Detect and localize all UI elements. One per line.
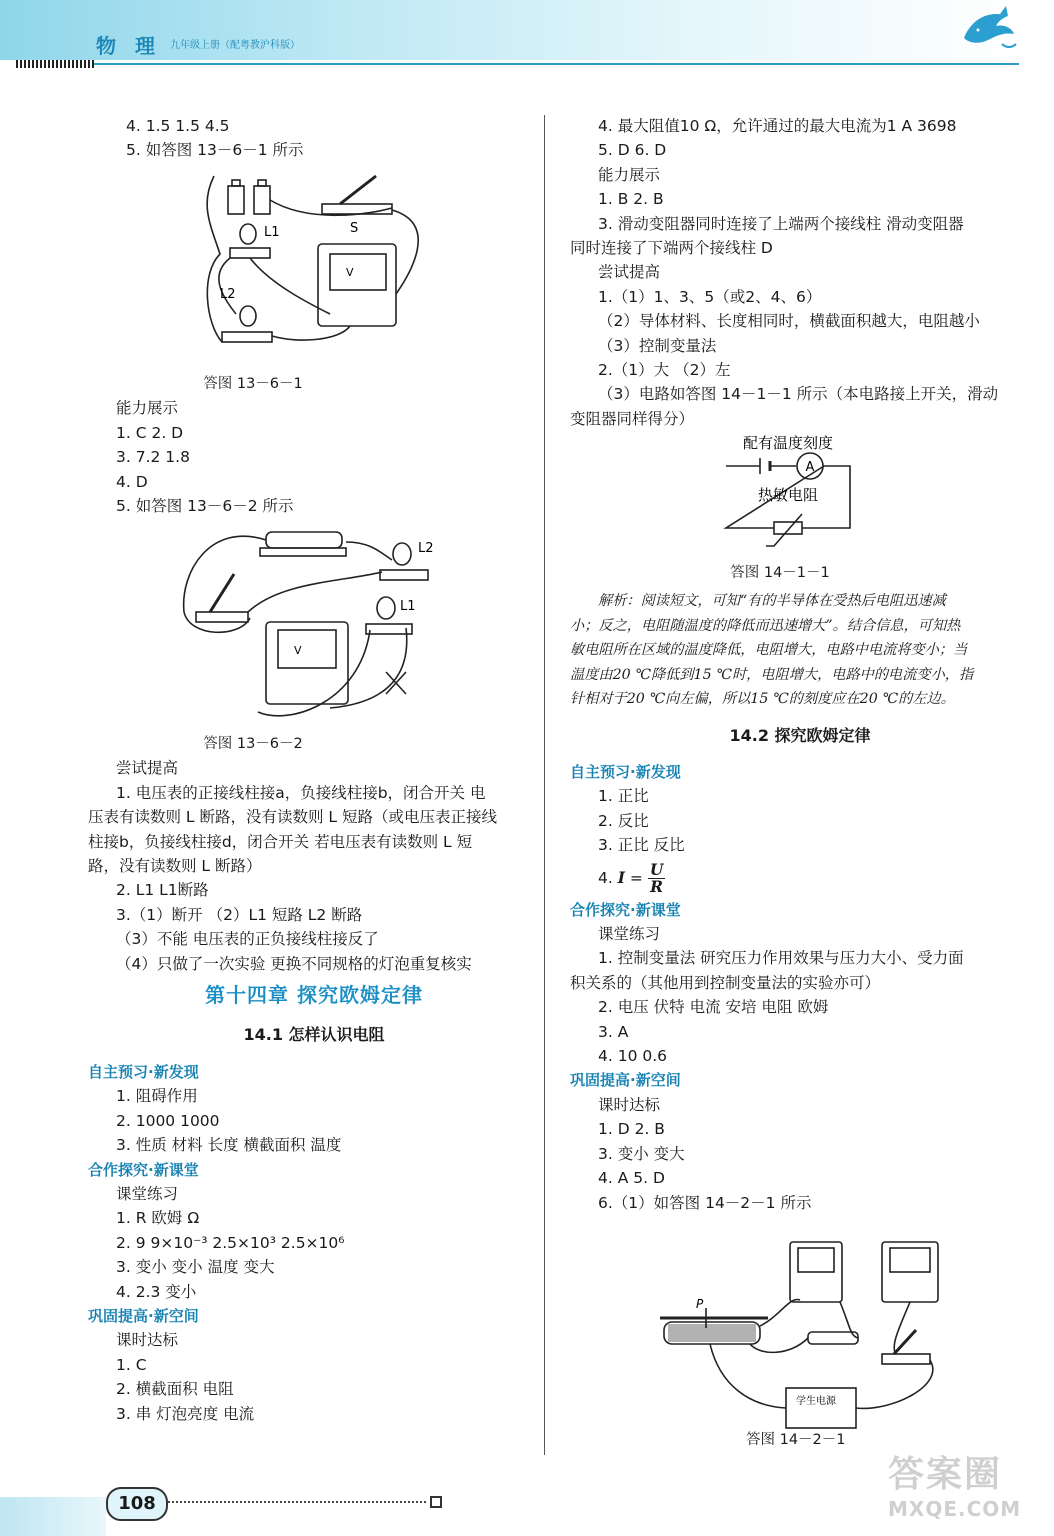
text-line: 2. 横截面积 电阻 xyxy=(116,1380,234,1399)
figure-13-6-2 xyxy=(170,512,440,726)
watermark-top: 答案圈 xyxy=(888,1454,1003,1495)
text-line: 1. 电压表的正接线柱接a，负接线柱接b，闭合开关 电 xyxy=(116,783,486,802)
formula-fraction xyxy=(648,859,666,896)
text-line: 2. 1000 1000 xyxy=(116,1111,220,1130)
text-line: 1. 正比 xyxy=(598,787,649,806)
text-line: 3. 性质 材料 长度 横截面积 温度 xyxy=(116,1136,342,1155)
fig2-V: V xyxy=(294,644,302,657)
text-line: 3. 正比 反比 xyxy=(598,836,685,855)
analysis-line: 温度由20 ℃降低到15 ℃时，电阻增大，电路中的电流变小，指 xyxy=(570,666,974,683)
text-line: 1. D 2. B xyxy=(598,1120,665,1139)
analysis-line: 敏电阻所在区域的温度降低，电阻增大，电路中电流将变小；当 xyxy=(570,642,968,659)
text-line: （3）控制变量法 xyxy=(598,336,717,355)
page-number: 108 xyxy=(106,1487,168,1521)
right-block-c xyxy=(570,722,1030,1215)
analysis-line: 解析：阅读短文，可知“有的半导体在受热后电阻迅速减 xyxy=(598,593,946,610)
formula-den: R xyxy=(650,876,664,896)
fig3-meter: A xyxy=(805,460,815,475)
figure-14-1-1 xyxy=(718,430,858,552)
text-line: 5. 如答图 13－6－2 所示 xyxy=(116,497,294,516)
figure-caption: 答图 13－6－1 xyxy=(203,376,303,392)
figure-14-2-1 xyxy=(650,1236,950,1432)
text-line: 3. 变小 变小 温度 变大 xyxy=(116,1258,275,1277)
section-label: 自主预习·新发现 xyxy=(88,1063,199,1081)
figure-caption: 答图 14－1－1 xyxy=(730,565,830,581)
text-line: 3. 7.2 1.8 xyxy=(116,448,190,467)
text-line: 变阻器同样得分） xyxy=(570,409,695,428)
text-line: 课时达标 xyxy=(598,1095,661,1114)
text-line: 3. A xyxy=(598,1022,629,1041)
text-line: 5. D 6. D xyxy=(598,141,667,160)
fig1-V: V xyxy=(346,266,354,279)
text-line: 4. D xyxy=(116,472,148,491)
text-line: 4. A 5. D xyxy=(598,1169,665,1188)
fig3-inner: 热敏电阻 xyxy=(757,486,819,504)
header-stripes xyxy=(16,60,94,68)
fig4-P: P xyxy=(696,1297,704,1311)
text-line: 1. C 2. D xyxy=(116,423,184,442)
analysis-line: 针相对于20 ℃向左偏，所以15 ℃的刻度应在20 ℃的左边。 xyxy=(570,691,955,708)
formula-line: 4. I = $\frac{U}{R}$ xyxy=(598,859,664,896)
text-line: 2. 9 9×10⁻³ 2.5×10³ 2.5×10⁶ xyxy=(116,1233,345,1252)
section-label: 巩固提高·新空间 xyxy=(570,1071,681,1090)
text-line: 3.（1）断开 （2）L1 短路 L2 断路 xyxy=(116,905,363,924)
text-line: 2. 电压 伏特 电流 安培 电阻 欧姆 xyxy=(598,998,829,1017)
left-block-a xyxy=(88,114,538,163)
text-line: 1. B 2. B xyxy=(598,190,664,209)
text-line: 3. 滑动变阻器同时连接了上端两个接线柱 滑动变阻器 xyxy=(598,214,964,233)
section-label: 合作探究·新课堂 xyxy=(88,1160,199,1179)
watermark xyxy=(888,1446,1038,1526)
section-title: 14.1 怎样认识电阻 xyxy=(243,1025,385,1044)
text-line: 3. 变小 变大 xyxy=(598,1144,685,1163)
section-label: 合作探究·新课堂 xyxy=(570,900,681,919)
text-line: 1. R 欧姆 Ω xyxy=(116,1209,200,1228)
text-line: 2. 反比 xyxy=(598,811,649,830)
text-line: （3）电路如答图 14－1－1 所示（本电路接上开关，滑动 xyxy=(598,385,999,404)
footer-dotted-rule xyxy=(168,1493,426,1503)
text-line: 4. 1.5 1.5 4.5 xyxy=(126,117,230,135)
subject-title: 物 理 xyxy=(96,34,161,58)
chapter-title: 第十四章 探究欧姆定律 xyxy=(205,983,423,1007)
text-line: 柱接b，负接线柱接d，闭合开关 若电压表有读数则 L 短 xyxy=(88,832,473,851)
section-label: 尝试提高 xyxy=(598,263,661,282)
text-line: 课堂练习 xyxy=(116,1185,179,1204)
text-line: 课时达标 xyxy=(116,1331,179,1350)
right-block-a xyxy=(570,114,1030,431)
text-line: 2. L1 L1断路 xyxy=(116,881,209,900)
text-line: 1. C xyxy=(116,1355,147,1374)
left-block-b xyxy=(88,372,538,518)
fig2-L2: L2 xyxy=(418,541,434,556)
text-line: 4. 最大阻值10 Ω，允许通过的最大电流为1 A 3698 xyxy=(598,117,957,135)
text-line: 4. 10 0.6 xyxy=(598,1047,668,1066)
analysis-line: 小；反之，电阻随温度的降低而迅速增大”。结合信息，可知热 xyxy=(570,617,961,634)
fig1-L2: L2 xyxy=(220,287,236,302)
fig2-L1: L1 xyxy=(400,599,416,614)
section-label: 巩固提高·新空间 xyxy=(88,1307,199,1326)
text-line: 3. 串 灯泡亮度 电流 xyxy=(116,1404,255,1423)
text-line: 5. 如答图 13－6－1 所示 xyxy=(126,141,304,160)
footer-band xyxy=(0,1497,106,1536)
page-header xyxy=(0,0,1054,70)
formula-lhs: I xyxy=(617,867,625,887)
right-block-b xyxy=(570,561,1030,711)
watermark-bottom: MXQE.COM xyxy=(888,1497,1022,1521)
dolphin-icon xyxy=(958,4,1018,52)
left-block-d xyxy=(88,980,540,1426)
section-label: 能力展示 xyxy=(116,399,179,418)
header-rule xyxy=(94,63,1019,65)
text-line: 2.（1）大 （2）左 xyxy=(598,361,731,380)
text-line: 压表有读数则 L 断路，没有读数则 L 短路（或电压表正接线 xyxy=(88,808,497,827)
column-divider xyxy=(544,115,545,1455)
section-label: 自主预习·新发现 xyxy=(570,763,681,781)
text-line: 积关系的（其他用到控制变量法的实验亦可） xyxy=(570,973,881,992)
text-line: 4. 2.3 变小 xyxy=(116,1282,197,1301)
text-line: 6.（1）如答图 14－2－1 所示 xyxy=(598,1193,812,1212)
text-line: 课堂练习 xyxy=(598,925,661,944)
figure-caption: 答图 13－6－2 xyxy=(203,736,303,752)
text-line: 1. 阻碍作用 xyxy=(116,1087,198,1106)
formula-prefix: 4. xyxy=(598,868,613,887)
fig1-L1: L1 xyxy=(264,225,280,240)
formula-num: U xyxy=(649,859,664,879)
fig1-S: S xyxy=(350,221,359,236)
left-block-c xyxy=(88,732,540,976)
text-line: （3）不能 电压表的正负接线柱接反了 xyxy=(116,930,379,949)
text-line: 1. 控制变量法 研究压力作用效果与压力大小、受力面 xyxy=(598,949,964,968)
section-title: 14.2 探究欧姆定律 xyxy=(729,726,871,745)
text-line: （2）导体材料、长度相同时，横截面积越大，电阻越小 xyxy=(598,312,980,331)
text-line: 路，没有读数则 L 断路） xyxy=(88,857,262,876)
section-label: 能力展示 xyxy=(598,165,661,184)
footer-square-icon xyxy=(430,1496,442,1508)
fig3-top-label: 配有温度刻度 xyxy=(742,434,834,452)
figure-13-6-1 xyxy=(190,164,440,364)
book-subtitle: 九年级上册（配粤教沪科版） xyxy=(170,40,300,51)
section-label: 尝试提高 xyxy=(116,759,179,778)
text-line: （4）只做了一次实验 更换不同规格的灯泡重复核实 xyxy=(116,954,472,973)
text-line: 同时连接了下端两个接线柱 D xyxy=(570,239,773,258)
fig4-supply: 学生电源 xyxy=(796,1396,836,1407)
text-line: 1.（1）1、3、5（或2、4、6） xyxy=(598,287,822,306)
figure-caption: 答图 14－2－1 xyxy=(746,1432,846,1448)
